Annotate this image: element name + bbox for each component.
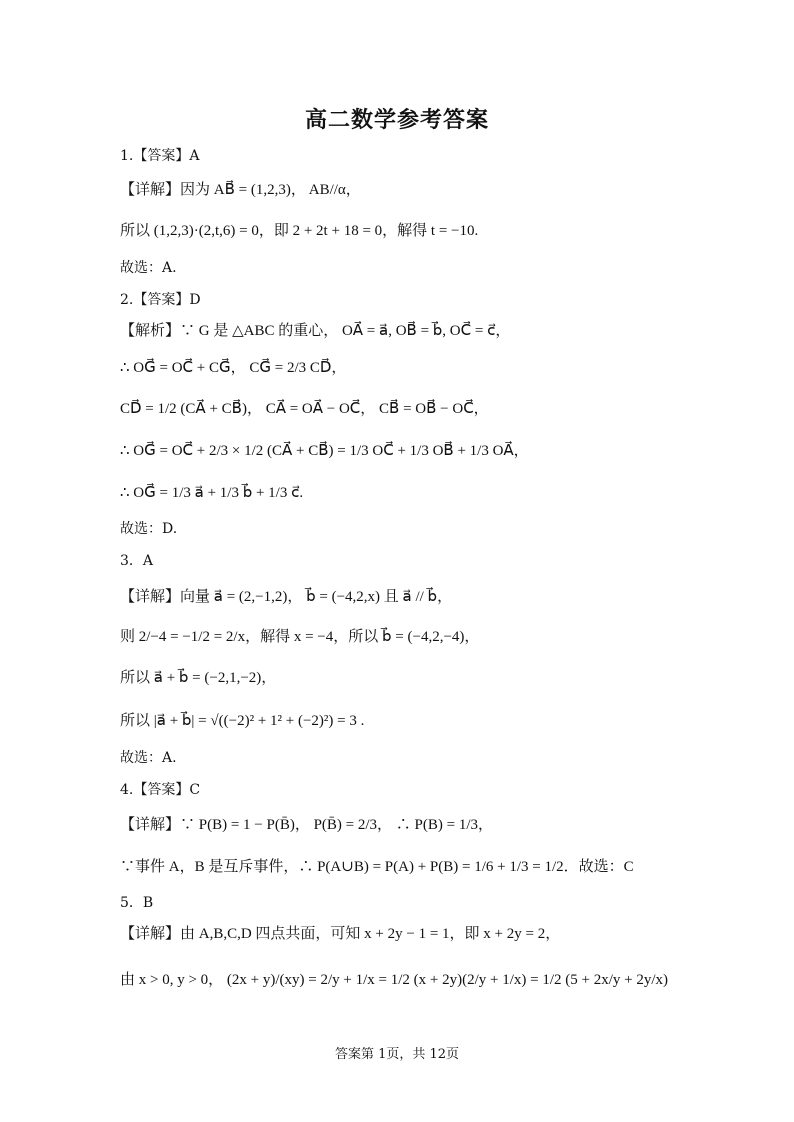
page-title: 高二数学参考答案 bbox=[304, 107, 489, 133]
answer-4-header: 4.【答案】C bbox=[120, 782, 201, 798]
answer-2-line-3: CD⃗ = 1/2 (CA⃗ + CB⃗)， CA⃗ = OA⃗ − OC⃗， CB⃗ = OB⃗ − OC⃗， bbox=[120, 401, 489, 417]
answer-4-line-1: 【详解】∵ P(B) = 1 − P(B̄)， P(B̄) = 2/3， ∴ P(B) = 1/3， bbox=[120, 817, 494, 833]
answer-2-line-4: ∴ OG⃗ = OC⃗ + 2/3 × 1/2 (CA⃗ + CB⃗) = 1/3 OC⃗ + 1/3 OB⃗ + 1/3 OA⃗， bbox=[120, 443, 529, 459]
answer-5-line-2: 由 x > 0, y > 0， (2x + y)/(xy) = 2/y + 1/x = 1/2 (x + 2y)(2/y + 1/x) = 1/2 (5 + 2x/y + 2y/x) bbox=[120, 972, 669, 988]
answer-3-choice: 故选：A. bbox=[120, 750, 177, 766]
answer-1-detail: 【详解】因为 AB⃗ = (1,2,3)， AB//α， bbox=[120, 182, 361, 198]
page-footer: 答案第 1页，共 12页 bbox=[334, 1047, 460, 1062]
answer-3-line-1: 【详解】向量 a⃗ = (2,−1,2)， b⃗ = (−4,2,x) 且 a⃗ // b⃗， bbox=[120, 589, 453, 605]
answer-4-line-2: ∵事件 A，B 是互斥事件，∴ P(A∪B) = P(A) + P(B) = 1/6 + 1/3 = 1/2．故选：C bbox=[120, 859, 634, 875]
answer-1-choice: 故选：A. bbox=[120, 260, 177, 276]
answer-2-line-2: ∴ OG⃗ = OC⃗ + CG⃗， CG⃗ = 2/3 CD⃗， bbox=[120, 360, 347, 376]
answer-2-line-1: 【解析】∵ G 是 △ABC 的重心， OA⃗ = a⃗, OB⃗ = b⃗, OC⃗ = c⃗， bbox=[120, 323, 511, 339]
answer-3-line-3: 所以 a⃗ + b⃗ = (−2,1,−2)， bbox=[120, 670, 277, 686]
answer-2-header: 2.【答案】D bbox=[120, 292, 201, 308]
answer-2-choice: 故选：D. bbox=[120, 521, 178, 537]
answer-3-header: 3．A bbox=[120, 553, 154, 569]
answer-1-calc: 所以 (1,2,3)·(2,t,6) = 0，即 2 + 2t + 18 = 0，解得 t = −10. bbox=[120, 223, 479, 239]
answer-3-line-2: 则 2/−4 = −1/2 = 2/x，解得 x = −4，所以 b⃗ = (−4,2,−4)， bbox=[120, 629, 480, 645]
answer-5-header: 5．B bbox=[120, 895, 154, 911]
answer-2-line-5: ∴ OG⃗ = 1/3 a⃗ + 1/3 b⃗ + 1/3 c⃗. bbox=[120, 485, 304, 501]
answer-1-header: 1.【答案】A bbox=[120, 148, 200, 164]
answer-3-line-4: 所以 |a⃗ + b⃗| = √((−2)² + 1² + (−2)²) = 3 . bbox=[120, 713, 365, 729]
answer-5-line-1: 【详解】由 A,B,C,D 四点共面，可知 x + 2y − 1 = 1，即 x + 2y = 2， bbox=[120, 926, 561, 942]
